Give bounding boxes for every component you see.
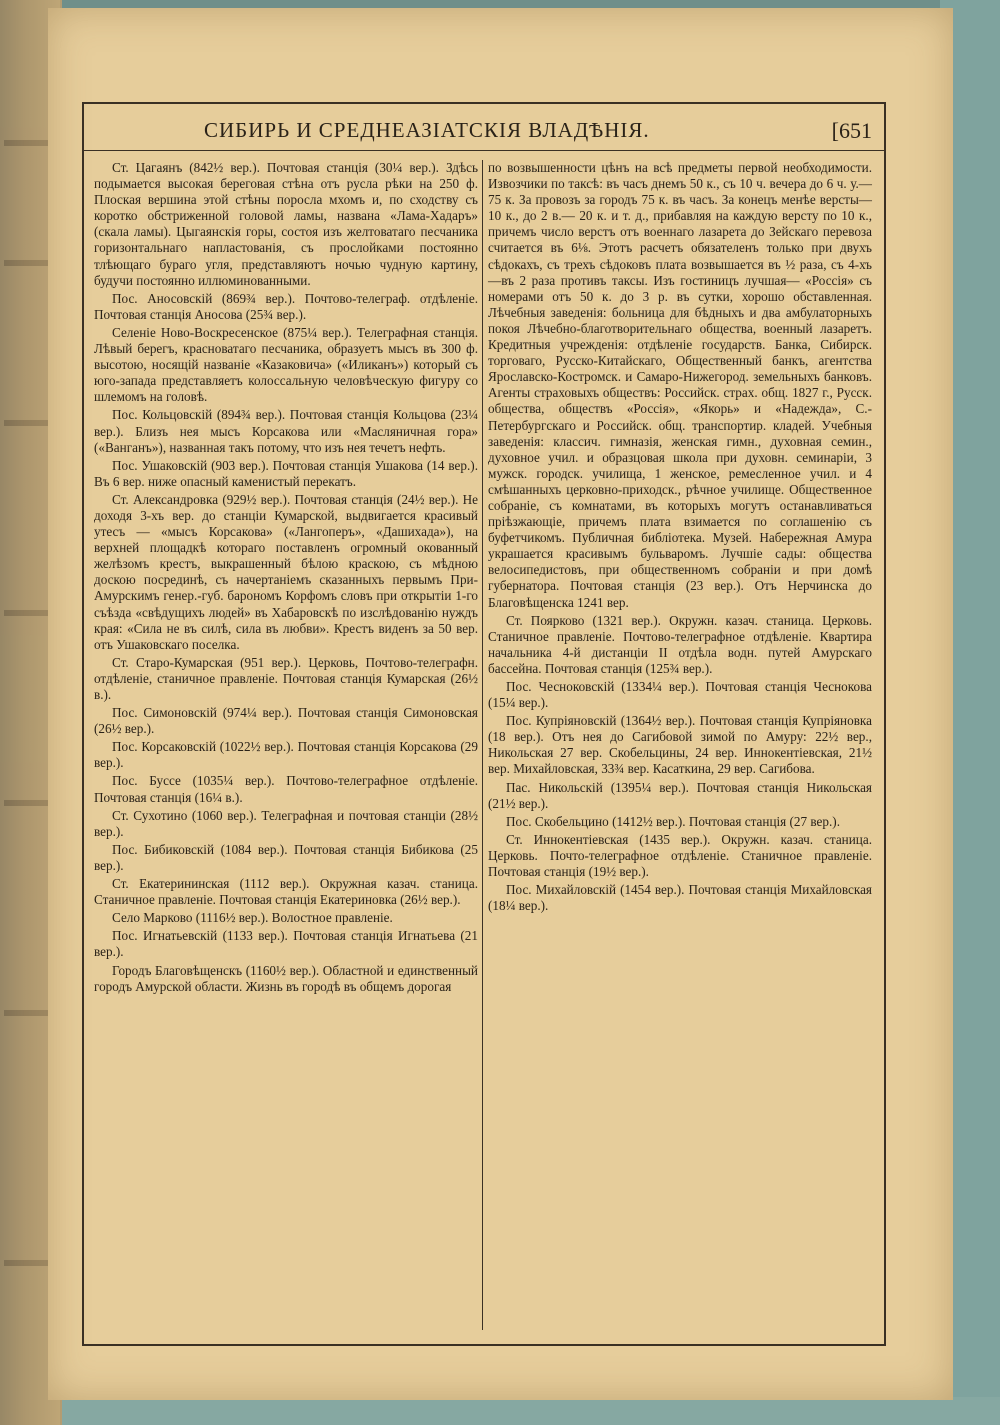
paragraph: по возвышенности цѣнъ на всѣ предметы первой необходимости. Извозчики по таксѣ: въ часъ днемъ 50 к., съ 10 ч. вечера до 6 ч. у.— 75 к. За провозъ за городъ 75 к. въ часъ. За конецъ менѣе версты—10 к., до 2 в.— 20 к. и т. д., прибавляя на каждую версту по 10 к., причемъ число верстъ отъ военнаго лазарета до Зейскаго перевоза считается въ 6⅛. Этотъ расчетъ обязателенъ только при двухъ сѣдокахъ, съ трехъ сѣдоковъ плата возвышается въ ½ раза, съ 4-хъ—въ 2 раза противъ таксы. Изъ гостиницъ лучшая— «Россія» съ номерами отъ 50 к. до 3 р. въ сутки, хорошо обставленная. Лѣчебныя заведенія: больница для бѣдныхъ и два амбулаторныхъ покоя Лѣчебно-благотворительнаго общества, военный лазаретъ. Кредитныя учрежденія: отдѣленіе государств. Банка, Сибирск. торговаго, Русско-Китайскаго, Общественный банкъ, агентства Ярославско-Костромск. и Самаро-Нижегород. земельныхъ банковъ. Агенты страховыхъ обществъ: Российск. страх. общ. 1827 г., Русск. общества, обществъ «Россія», «Якорь» и «Надежда», С.-Петербургскаго и Российск. общ. транспортир. кладей. Учебныя заведенія: классич. гимназія, женская гимн., духовная семин., духовное учил. и образцовая школа при духовн. семинаріи, 3 мужск. городск. училища, 1 женское, ремесленное учил. и 4 смѣшанныхъ церковно-приходск., рѣчное училище. Общественное собраніе, съ комнатами, въ которыхъ могутъ останавливаться пріѣзжающіе, причемъ плата взимается по соглашенію съ буфетчикомъ. Публичная библіотека. Музей. Набережная Амура украшается красивымъ бульваромъ. Лучшіе сады: общества велосипедистовъ, при общественномъ собраніи и при домѣ губернатора. Почтовая станція (23 вер.). Отъ Нерчинска до Благовѣщенска 1241 вер. [488, 160, 872, 610]
paragraph: Пос. Ушаковскій (903 вер.). Почтовая станція Ушакова (14 вер.). Въ 6 вер. ниже опасный каменистый перекатъ. [94, 457, 478, 489]
facing-page-text [4, 1260, 54, 1266]
paragraph: Ст. Цагаянъ (842½ вер.). Почтовая станція (30¼ вер.). Здѣсь подымается высокая береговая стѣна отъ русла рѣки на 250 ф. Плоская вершина этой стѣны поросла мхомъ и, по сходству съ коротко обстриженной головой ламы, названа «Лама-Хадаръ» (скала ламы). Цыгаянскія горы, состоя изъ желтоватаго песчаника горизонтальнаго напластованія, съ прослойками постоянно тлѣющаго бураго угля, представляютъ ночью чудную картину, будучи постоянно иллюминованными. [94, 160, 478, 288]
paragraph: Пас. Никольскій (1395¼ вер.). Почтовая станція Никольская (21½ вер.). [488, 779, 872, 811]
paragraph: Ст. Александровка (929½ вер.). Почтовая станція (24½ вер.). Не доходя 3-хъ вер. до станціи Кумарской, выдвигается красивый утесъ — «мысъ Корсакова» («Лангоперъ», «Дашихада»), на верхней площадкѣ котораго поставленъ огромный окованный желѣзомъ крестъ, выкрашенный бѣлою краскою, съ мѣдною доскою посрединѣ, съ начертаніемъ сказанныхъ первымъ При-Амурскимъ генер.-губ. барономъ Корфомъ словъ при открытіи 1-го съѣзда «свѣдущихъ людей» въ Хабаровскѣ по изслѣдованію нуждъ края: «Сила не въ силѣ, сила въ любви». Крестъ виденъ за 50 вер. отъ Ушаковскаго поселка. [94, 491, 478, 652]
facing-page-text [4, 1010, 54, 1016]
book-page [48, 8, 953, 1400]
paragraph: Пос. Аносовскій (869¾ вер.). Почтово-телеграф. отдѣленіе. Почтовая станція Аносова (25¾ вер.). [94, 290, 478, 322]
paragraph: Пос. Скобельцино (1412½ вер.). Почтовая станція (27 вер.). [506, 813, 840, 829]
page-title: СИБИРЬ И СРЕДНЕАЗІАТСКІЯ ВЛАДѢНІЯ. [204, 118, 650, 142]
facing-page-text [4, 800, 54, 806]
left-column [94, 160, 478, 997]
facing-page-text [4, 260, 54, 266]
paragraph: Пос. Игнатьевскій (1133 вер.). Почтовая станція Игнатьева (21 вер.). [94, 928, 478, 960]
paragraph: Пос. Михайловскій (1454 вер.). Почтовая станція Михайловская (18¼ вер.). [488, 882, 872, 914]
paragraph: Ст. Сухотино (1060 вер.). Телеграфная и почтовая станціи (28½ вер.). [94, 807, 478, 839]
paragraph: Ст. Старо-Кумарская (951 вер.). Церковь, Почтово-телеграфн. отдѣленіе, станичное правленіе. Почтовая станція Кумарская (26½ в.). [94, 654, 478, 702]
paragraph: Городъ Благовѣщенскъ (1160½ вер.). Областной и единственный городъ Амурской области. Жизнь въ городѣ въ общемъ дорогая [94, 962, 478, 994]
facing-page-text [4, 610, 54, 616]
paragraph: Пос. Буссе (1035¼ вер.). Почтово-телеграфное отдѣленіе. Почтовая станція (16¼ в.). [94, 773, 478, 805]
page-number: [651 [831, 118, 872, 143]
text-frame [82, 102, 886, 1346]
paragraph: Пос. Симоновскій (974¼ вер.). Почтовая станція Симоновская (26½ вер.). [94, 705, 478, 737]
paragraph: Пос. Корсаковскій (1022½ вер.). Почтовая станція Корсакова (29 вер.). [94, 739, 478, 771]
running-head [84, 110, 884, 151]
paragraph: Ст. Иннокентіевская (1435 вер.). Окружн. казач. станица. Церковь. Почто-телеграфное отдѣленіе. Станичное правленіе. Почтовая станція (19½ вер.). [488, 831, 872, 880]
paragraph: Ст. Екатерининская (1112 вер.). Окружная казач. станица. Станичное правленіе. Почтовая станція Екатериновка (26½ вер.). [94, 876, 478, 908]
paragraph: Пос. Купріяновскій (1364½ вер.). Почтовая станція Купріяновка (18 вер.). Отъ нея до Сагибовой зимой по Амуру: 22½ вер., Никольская 27 вер. Скобельцины, 24 вер. Иннокентіевская, 21½ вер. Михайловская, 33¾ вер. Касаткина, 29 вер. Сагибова. [488, 713, 872, 777]
book-cover-bottom [0, 1397, 1000, 1425]
right-column [488, 160, 872, 916]
paragraph: Село Марково (1116½ вер.). Волостное правленіе. [112, 910, 393, 926]
facing-page-text [4, 420, 54, 426]
column-divider [482, 160, 483, 1330]
paragraph: Пос. Чесноковскій (1334¼ вер.). Почтовая станція Чеснокова (15¼ вер.). [488, 679, 872, 711]
paragraph: Ст. Поярково (1321 вер.). Окружн. казач. станица. Церковь. Станичное правленіе. Почтово-телеграфное отдѣленіе. Квартира начальника 4-й дистанціи II отдѣла водн. путей Амурскаго бассейна. Почтовая станція (125¾ вер.). [488, 612, 872, 676]
paragraph: Пос. Кольцовскій (894¾ вер.). Почтовая станція Кольцова (23¼ вер.). Близъ нея мысъ Корсакова или «Масляничная гора» («Ванганъ»), названная такъ потому, что изъ нея течетъ нефть. [94, 407, 478, 455]
paragraph: Пос. Бибиковскій (1084 вер.). Почтовая станція Бибикова (25 вер.). [94, 841, 478, 873]
facing-page-text [4, 140, 54, 146]
paragraph: Селеніе Ново-Воскресенское (875¼ вер.). Телеграфная станція. Лѣвый берегъ, красноватаго песчаника, образуетъ мысъ въ 300 ф. высотою, носящій названіе «Казаковича» («Иликанъ») который съ юго-запада представляетъ колоссальную человѣческую фигуру со шлемомъ на головѣ. [94, 324, 478, 405]
